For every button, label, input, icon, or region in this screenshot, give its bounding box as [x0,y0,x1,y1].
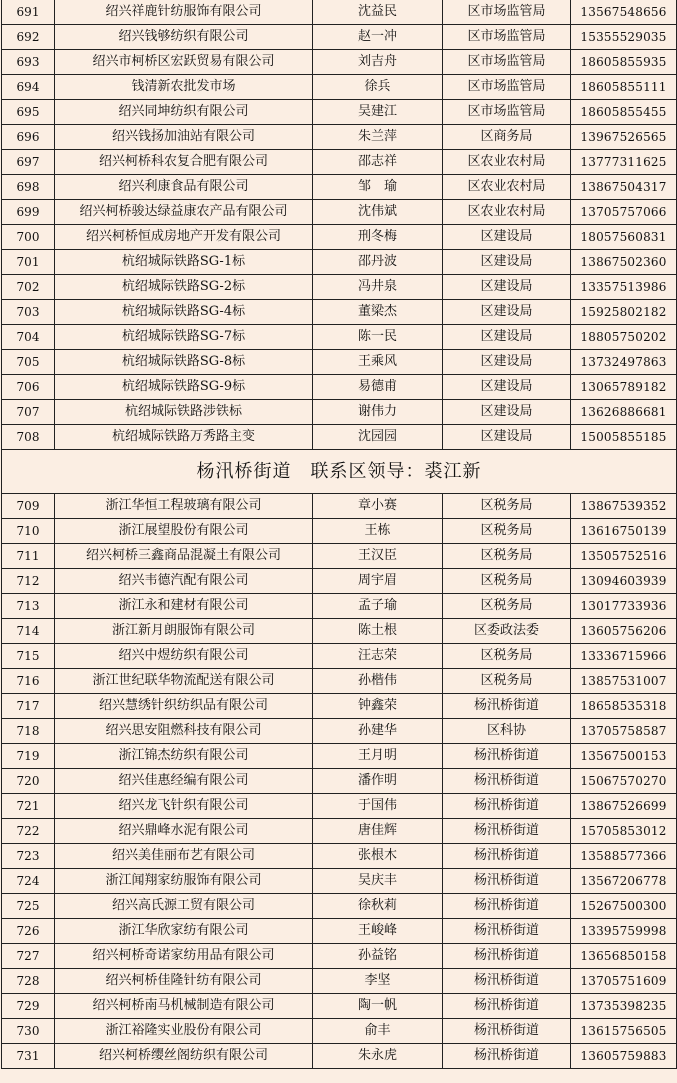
company-name: 杭绍城际铁路SG-7标 [55,325,313,350]
contact-person: 谢伟力 [313,400,443,425]
company-name: 浙江新月朗服饰有限公司 [55,619,313,644]
table-row [2,544,677,569]
phone-number: 13567500153 [571,744,677,769]
table-row [2,275,677,300]
department: 杨汛桥街道 [443,694,571,719]
phone-number: 18057560831 [571,225,677,250]
department: 杨汛桥街道 [443,969,571,994]
phone-number: 15067570270 [571,769,677,794]
department: 区科协 [443,719,571,744]
phone-number: 13017733936 [571,594,677,619]
phone-number: 13065789182 [571,375,677,400]
phone-number: 15705853012 [571,819,677,844]
contact-person: 俞丰 [313,1019,443,1044]
table-row [2,0,677,25]
row-number: 710 [2,519,55,544]
row-number: 715 [2,644,55,669]
phone-number: 13867504317 [571,175,677,200]
phone-number: 13867539352 [571,494,677,519]
department: 区税务局 [443,669,571,694]
contact-person: 孙建华 [313,719,443,744]
contact-person: 潘作明 [313,769,443,794]
contact-person: 朱永虎 [313,1044,443,1069]
department: 杨汛桥街道 [443,869,571,894]
phone-number: 13357513986 [571,275,677,300]
row-number: 724 [2,869,55,894]
company-name: 浙江永和建材有限公司 [55,594,313,619]
department: 杨汛桥街道 [443,894,571,919]
table-row [2,594,677,619]
row-number: 723 [2,844,55,869]
contact-person: 钟鑫荣 [313,694,443,719]
contact-person: 李坚 [313,969,443,994]
company-name: 绍兴柯桥三鑫商品混凝土有限公司 [55,544,313,569]
table-row [2,425,677,450]
table-row [2,844,677,869]
company-name: 绍兴柯桥骏达绿益康农产品有限公司 [55,200,313,225]
table-row [2,994,677,1019]
table-row [2,250,677,275]
department: 杨汛桥街道 [443,994,571,1019]
table-row [2,719,677,744]
table-row [2,300,677,325]
table-row [2,1044,677,1069]
section-title: 杨汛桥街道 联系区领导：裘江新 [2,450,677,494]
table-row [2,200,677,225]
table-row [2,50,677,75]
contact-person: 刘吉舟 [313,50,443,75]
company-name: 绍兴市柯桥区宏跃贸易有限公司 [55,50,313,75]
phone-number: 13567548656 [571,0,677,25]
row-number: 731 [2,1044,55,1069]
row-number: 707 [2,400,55,425]
row-number: 713 [2,594,55,619]
row-number: 704 [2,325,55,350]
table-row [2,375,677,400]
phone-number: 13705751609 [571,969,677,994]
company-name: 绍兴佳惠经编有限公司 [55,769,313,794]
department: 区建设局 [443,350,571,375]
company-name: 绍兴高氏源工贸有限公司 [55,894,313,919]
contact-person: 沈伟斌 [313,200,443,225]
contact-person: 王汉臣 [313,544,443,569]
section-header-row [2,450,677,494]
table-row [2,25,677,50]
row-number: 721 [2,794,55,819]
phone-number: 13616750139 [571,519,677,544]
company-name: 浙江锦杰纺织有限公司 [55,744,313,769]
row-number: 717 [2,694,55,719]
table-row [2,819,677,844]
table-body-lower [2,494,677,1069]
department: 区税务局 [443,494,571,519]
row-number: 693 [2,50,55,75]
company-name: 绍兴柯桥南马机械制造有限公司 [55,994,313,1019]
phone-number: 13588577366 [571,844,677,869]
contact-person: 刑冬梅 [313,225,443,250]
table-row [2,794,677,819]
phone-number: 13867502360 [571,250,677,275]
phone-number: 13605759883 [571,1044,677,1069]
table-row [2,569,677,594]
company-name: 绍兴慧绣针织纺织品有限公司 [55,694,313,719]
phone-number: 18658535318 [571,694,677,719]
row-number: 700 [2,225,55,250]
department: 杨汛桥街道 [443,1044,571,1069]
department: 区市场监管局 [443,25,571,50]
row-number: 718 [2,719,55,744]
department: 杨汛桥街道 [443,844,571,869]
phone-number: 13505752516 [571,544,677,569]
phone-number: 13732497863 [571,350,677,375]
contact-person: 章小赛 [313,494,443,519]
company-name: 绍兴韦德汽配有限公司 [55,569,313,594]
department: 区建设局 [443,400,571,425]
contact-person: 董梁杰 [313,300,443,325]
row-number: 694 [2,75,55,100]
company-name: 浙江华欣家纺有限公司 [55,919,313,944]
phone-number: 13336715966 [571,644,677,669]
table-row [2,694,677,719]
contact-person: 王栋 [313,519,443,544]
table-row [2,519,677,544]
department: 杨汛桥街道 [443,769,571,794]
contact-person: 王峻峰 [313,919,443,944]
department: 区税务局 [443,544,571,569]
row-number: 692 [2,25,55,50]
contact-person: 朱兰萍 [313,125,443,150]
row-number: 705 [2,350,55,375]
phone-number: 15267500300 [571,894,677,919]
company-name: 绍兴思安阻燃科技有限公司 [55,719,313,744]
row-number: 729 [2,994,55,1019]
table-row [2,869,677,894]
phone-number: 13857531007 [571,669,677,694]
row-number: 703 [2,300,55,325]
phone-number: 13705757066 [571,200,677,225]
company-name: 绍兴钱够纺织有限公司 [55,25,313,50]
department: 区建设局 [443,275,571,300]
department: 区建设局 [443,225,571,250]
contact-person: 王乘风 [313,350,443,375]
contact-person: 张根木 [313,844,443,869]
company-name: 绍兴柯桥缨丝阁纺织有限公司 [55,1044,313,1069]
phone-number: 13605756206 [571,619,677,644]
company-name: 杭绍城际铁路SG-9标 [55,375,313,400]
company-name: 浙江展望股份有限公司 [55,519,313,544]
company-name: 浙江裕隆实业股份有限公司 [55,1019,313,1044]
phone-number: 13656850158 [571,944,677,969]
department: 区建设局 [443,375,571,400]
row-number: 708 [2,425,55,450]
contact-person: 冯井泉 [313,275,443,300]
department: 区市场监管局 [443,75,571,100]
company-name: 浙江世纪联华物流配送有限公司 [55,669,313,694]
contact-person: 陈土根 [313,619,443,644]
department: 杨汛桥街道 [443,944,571,969]
phone-number: 18805750202 [571,325,677,350]
contact-person: 陈一民 [313,325,443,350]
contact-table [1,0,677,1069]
phone-number: 13777311625 [571,150,677,175]
department: 区税务局 [443,594,571,619]
row-number: 725 [2,894,55,919]
contact-person: 邹 瑜 [313,175,443,200]
phone-number: 13705758587 [571,719,677,744]
company-name: 钱清新农批发市场 [55,75,313,100]
row-number: 720 [2,769,55,794]
table-row [2,944,677,969]
table-row [2,400,677,425]
company-name: 绍兴祥鹿针纺服饰有限公司 [55,0,313,25]
phone-number: 13735398235 [571,994,677,1019]
contact-person: 沈益民 [313,0,443,25]
department: 区农业农村局 [443,175,571,200]
company-name: 绍兴柯桥佳隆针纺有限公司 [55,969,313,994]
table-row [2,100,677,125]
contact-person: 王月明 [313,744,443,769]
row-number: 691 [2,0,55,25]
table-row [2,894,677,919]
row-number: 706 [2,375,55,400]
table-row [2,1019,677,1044]
table-row [2,919,677,944]
company-name: 绍兴柯桥科农复合肥有限公司 [55,150,313,175]
phone-number: 18605855935 [571,50,677,75]
row-number: 722 [2,819,55,844]
row-number: 709 [2,494,55,519]
department: 杨汛桥街道 [443,819,571,844]
table-row [2,325,677,350]
table-row [2,644,677,669]
row-number: 695 [2,100,55,125]
phone-number: 13867526699 [571,794,677,819]
phone-number: 13395759998 [571,919,677,944]
contact-person: 邵丹波 [313,250,443,275]
department: 区建设局 [443,325,571,350]
department: 区建设局 [443,250,571,275]
company-name: 杭绍城际铁路SG-1标 [55,250,313,275]
department: 杨汛桥街道 [443,1019,571,1044]
company-name: 浙江华恒工程玻璃有限公司 [55,494,313,519]
contact-person: 周宇眉 [313,569,443,594]
contact-person: 汪志荣 [313,644,443,669]
row-number: 702 [2,275,55,300]
row-number: 728 [2,969,55,994]
table-row [2,769,677,794]
department: 区建设局 [443,425,571,450]
contact-person: 邵志祥 [313,150,443,175]
row-number: 701 [2,250,55,275]
table-row [2,969,677,994]
table-row [2,669,677,694]
contact-person: 孙益铭 [313,944,443,969]
table-row [2,125,677,150]
department: 杨汛桥街道 [443,919,571,944]
contact-person: 吴庆丰 [313,869,443,894]
contact-person: 沈园园 [313,425,443,450]
row-number: 719 [2,744,55,769]
company-name: 杭绍城际铁路SG-4标 [55,300,313,325]
company-name: 绍兴中煜纺织有限公司 [55,644,313,669]
contact-person: 吴建江 [313,100,443,125]
row-number: 712 [2,569,55,594]
row-number: 727 [2,944,55,969]
phone-number: 13567206778 [571,869,677,894]
contact-person: 于国伟 [313,794,443,819]
company-name: 杭绍城际铁路SG-2标 [55,275,313,300]
phone-number: 18605855455 [571,100,677,125]
row-number: 711 [2,544,55,569]
row-number: 698 [2,175,55,200]
phone-number: 18605855111 [571,75,677,100]
phone-number: 15355529035 [571,25,677,50]
company-name: 绍兴钱扬加油站有限公司 [55,125,313,150]
table-row [2,150,677,175]
row-number: 716 [2,669,55,694]
table-row [2,744,677,769]
contact-person: 赵一冲 [313,25,443,50]
department: 区税务局 [443,569,571,594]
company-name: 杭绍城际铁路万秀路主变 [55,425,313,450]
phone-number: 13967526565 [571,125,677,150]
department: 区市场监管局 [443,100,571,125]
contact-person: 徐兵 [313,75,443,100]
company-name: 绍兴柯桥奇诺家纺用品有限公司 [55,944,313,969]
company-name: 绍兴龙飞针织有限公司 [55,794,313,819]
contact-person: 孙楷伟 [313,669,443,694]
department: 区农业农村局 [443,200,571,225]
department: 杨汛桥街道 [443,794,571,819]
row-number: 714 [2,619,55,644]
table-body-upper [2,0,677,450]
department: 区商务局 [443,125,571,150]
row-number: 730 [2,1019,55,1044]
company-name: 绍兴柯桥恒成房地产开发有限公司 [55,225,313,250]
department: 区税务局 [443,644,571,669]
contact-person: 陶一帆 [313,994,443,1019]
contact-person: 徐秋莉 [313,894,443,919]
company-name: 绍兴利康食品有限公司 [55,175,313,200]
table-row [2,619,677,644]
contact-person: 孟子瑜 [313,594,443,619]
row-number: 696 [2,125,55,150]
table-row [2,350,677,375]
contact-person: 易德甫 [313,375,443,400]
department: 杨汛桥街道 [443,744,571,769]
phone-number: 13094603939 [571,569,677,594]
table-row [2,225,677,250]
phone-number: 15925802182 [571,300,677,325]
table-row [2,175,677,200]
phone-number: 15005855185 [571,425,677,450]
row-number: 726 [2,919,55,944]
department: 区税务局 [443,519,571,544]
table-row [2,494,677,519]
department: 区委政法委 [443,619,571,644]
phone-number: 13626886681 [571,400,677,425]
company-name: 浙江闻翔家纺服饰有限公司 [55,869,313,894]
department: 区农业农村局 [443,150,571,175]
section-header-body [2,450,677,494]
department: 区市场监管局 [443,0,571,25]
phone-number: 13615756505 [571,1019,677,1044]
table-row [2,75,677,100]
company-name: 绍兴同坤纺织有限公司 [55,100,313,125]
department: 区市场监管局 [443,50,571,75]
contact-person: 唐佳辉 [313,819,443,844]
company-name: 绍兴鼎峰水泥有限公司 [55,819,313,844]
company-name: 绍兴美佳丽布艺有限公司 [55,844,313,869]
row-number: 697 [2,150,55,175]
company-name: 杭绍城际铁路涉铁标 [55,400,313,425]
row-number: 699 [2,200,55,225]
company-name: 杭绍城际铁路SG-8标 [55,350,313,375]
department: 区建设局 [443,300,571,325]
